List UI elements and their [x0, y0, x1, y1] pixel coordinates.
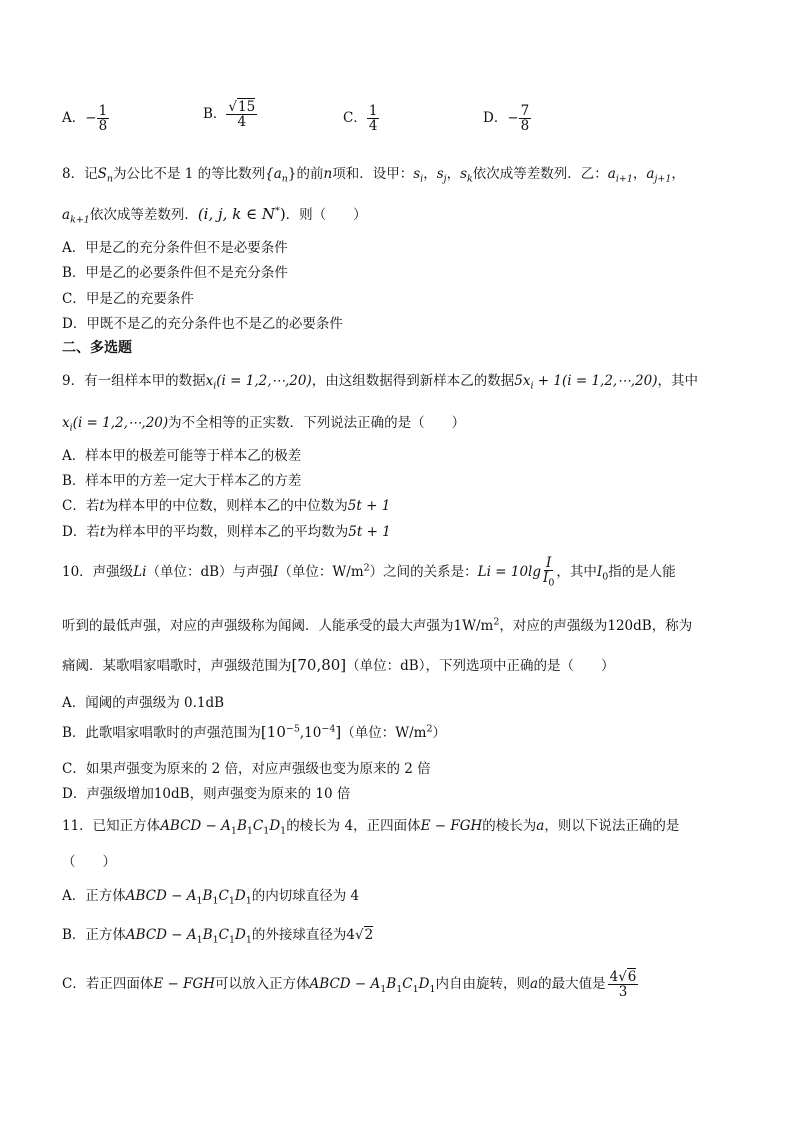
- q7-option-a: A．− $\frac{1}{8}$: [62, 103, 108, 135]
- q8-stem-line-2: $a_{k+1}$依次成等差数列．(i, j, k ∈ N*)．则（ ）: [62, 205, 367, 226]
- q10-option-d: D．声强级增加10dB，则声强变为原来的 10 倍: [62, 786, 351, 802]
- q10-option-c: C．如果声强变为原来的 2 倍，对应声强级也变为原来的 2 倍: [62, 761, 431, 777]
- q11-option-c: C．若正四面体E − FGH可以放入正方体ABCD − $A_1B_1C_1D_1$内自由旋转，则a的最大值是 $\frac{4√6}{3}$: [62, 969, 637, 1001]
- q8-option-a: A．甲是乙的充分条件但不是必要条件: [62, 240, 288, 256]
- q9-stem-line-2: $x_i(i$ = 1,2,⋯,20)为不全相等的正实数．下列说法正确的是（ ）: [62, 415, 466, 434]
- fraction: $\frac{7}{8}$: [520, 103, 530, 135]
- q11-stem-line-1: 11．已知正方体ABCD − $A_1B_1C_1D_1$的棱长为 4，正四面体E − FGH的棱长为a，则以下说法正确的是: [62, 818, 680, 837]
- fraction: $\frac{1}{4}$: [368, 103, 378, 135]
- fraction: $\frac{I}{I_0}$: [543, 555, 555, 589]
- q9-option-a: A．样本甲的极差可能等于样本乙的极差: [62, 448, 302, 464]
- q8-option-b: B．甲是乙的必要条件但不是充分条件: [62, 265, 288, 281]
- q11-option-a: A．正方体ABCD − $A_1B_1C_1D_1$的内切球直径为 4: [62, 888, 360, 907]
- q7-option-b: B． $\frac{√15}{4}$: [203, 99, 256, 131]
- q10-stem-line-1: 10．声强级Li（单位：dB）与声强I（单位：$W/m^2$）之间的关系是：Li = 10lg $\frac{I}{I_0}$ ，其中$I_0$指的是人能: [62, 555, 676, 589]
- q10-option-b: B．此歌唱家唱歌时的声强范围为$[10^{-5},10^{-4}]$（单位：$W/m^2$）: [62, 723, 447, 741]
- q10-stem-line-2: 听到的最低声强，对应的声强级称为闻阈．人能承受的最大声强为$1W/m^2$，对应的声强级为120dB，称为: [62, 616, 693, 634]
- q8-option-c: C．甲是乙的充要条件: [62, 291, 194, 307]
- fraction: $\frac{1}{8}$: [98, 103, 108, 135]
- q9-stem-line-1: 9．有一组样本甲的数据$x_i(i$ = 1,2,⋯,20)，由这组数据得到新样本乙的数据$5x_i + 1(i$ = 1,2,⋯,20)，其中: [62, 373, 698, 392]
- fraction: $\frac{4√6}{3}$: [609, 969, 637, 1001]
- fraction: $\frac{√15}{4}$: [228, 99, 256, 131]
- q9-option-d: D．若t为样本甲的平均数，则样本乙的平均数为5t + 1: [62, 524, 391, 540]
- q10-stem-line-3: 痛阈．某歌唱家唱歌时，声强级范围为[70,80]（单位：dB），下列选项中正确的是（ ）: [62, 656, 615, 674]
- q10-option-a: A．闻阈的声强级为 0.1dB: [62, 695, 225, 711]
- q11-stem-line-2: （ ）: [62, 854, 116, 870]
- q11-option-b: B．正方体ABCD − $A_1B_1C_1D_1$的外接球直径为4√2: [62, 927, 374, 946]
- q7-option-c: C． $\frac{1}{4}$: [343, 103, 378, 135]
- section-header: 二、多选题: [62, 340, 132, 356]
- q7-option-d: D．− $\frac{7}{8}$: [483, 103, 530, 135]
- q9-option-c: C．若t为样本甲的中位数，则样本乙的中位数为5t + 1: [62, 498, 391, 514]
- q8-option-d: D．甲既不是乙的充分条件也不是乙的必要条件: [62, 316, 343, 332]
- q8-stem-line-1: 8．记$S_n$为公比不是 1 的等比数列$\{a_n\}$的前n项和．设甲：$s_i$，$s_j$，$s_k$依次成等差数列．乙：$a_{i+1}$，$a_{j+1}$，: [62, 166, 685, 185]
- q9-option-b: B．样本甲的方差一定大于样本乙的方差: [62, 473, 302, 489]
